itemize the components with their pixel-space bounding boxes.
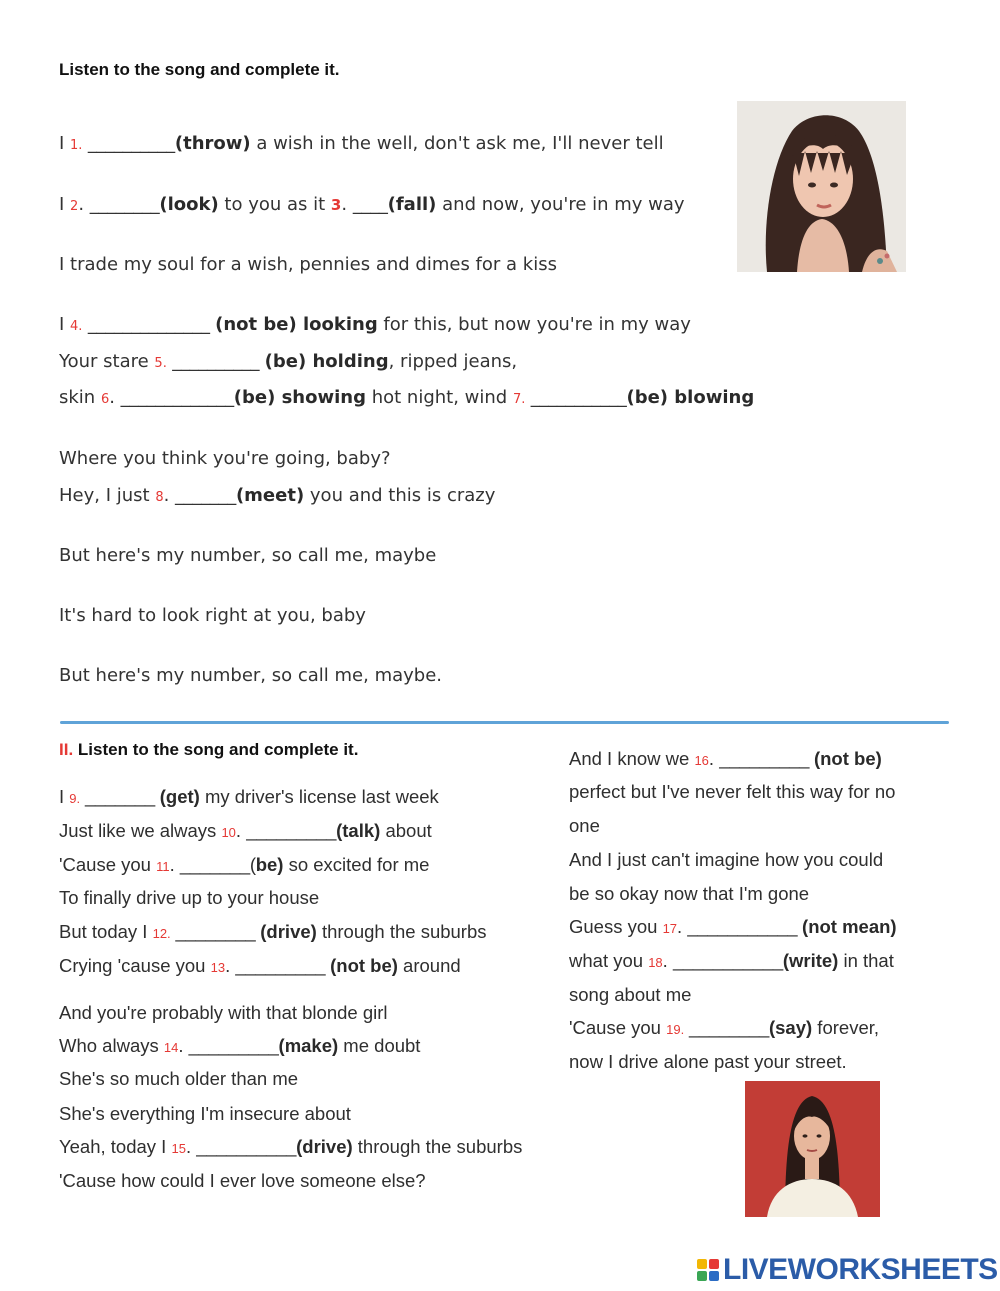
blank-5[interactable]: __________ [166, 351, 265, 372]
section-divider [60, 721, 949, 724]
liveworksheets-logo [697, 1253, 998, 1287]
part2-left-line-3: 'Cause you 11. _______(be) so excited for me [59, 854, 430, 875]
part2-left-line-5: But today I 12. ________ (drive) through the suburbs [59, 921, 487, 942]
part2-left-line-6: Crying 'cause you 13. _________ (not be) around [59, 955, 461, 976]
blank-19[interactable]: ________ [684, 1017, 769, 1038]
part2-right-line-7: what you 18. ___________(write) in that [569, 950, 894, 971]
blank-2[interactable]: ________ [89, 194, 160, 215]
lyric-line-2: I 2. ________(look) to you as it 3. ____(fall) and now, you're in my way [59, 194, 685, 215]
lyric-line-6: skin 6. _____________(be) showing hot night, wind 7. ___________(be) blowing [59, 387, 755, 408]
blank-7[interactable]: ___________ [525, 387, 627, 408]
blank-17[interactable]: ___________ [687, 916, 803, 937]
lyric-line-3: I trade my soul for a wish, pennies and dimes for a kiss [59, 254, 557, 275]
part2-left-line-7: And you're probably with that blonde girl [59, 1002, 388, 1023]
part2-left-line-4: To finally drive up to your house [59, 887, 320, 908]
lyric-line-5: Your stare 5. __________ (be) holding, ripped jeans, [59, 351, 518, 372]
lyric-line-4: I 4. ______________ (not be) looking for this, but now you're in my way [59, 314, 691, 335]
part2-title: II. Listen to the song and complete it. [59, 740, 359, 759]
part2-left-line-11: Yeah, today I 15. __________(drive) through the suburbs [59, 1136, 523, 1157]
part2-left-line-10: She's everything I'm insecure about [59, 1103, 351, 1124]
part2-right-line-8: song about me [569, 984, 692, 1005]
blank-6[interactable]: _____________ [120, 387, 234, 408]
part2-right-line-2: perfect but I've never felt this way for no [569, 781, 896, 802]
part2-right-line-6: Guess you 17. ___________ (not mean) [569, 916, 897, 937]
blank-11[interactable]: _______( [179, 854, 256, 875]
lyric-line-1: I 1. __________(throw) a wish in the well, don't ask me, I'll never tell [59, 133, 664, 154]
blank-15[interactable]: __________ [196, 1136, 297, 1157]
lyric-line-7: Where you think you're going, baby? [59, 448, 391, 469]
singer-photo-1 [737, 101, 906, 272]
part2-left-line-12: 'Cause how could I ever love someone else? [59, 1170, 426, 1191]
part2-right-line-3: one [569, 815, 600, 836]
part2-left-line-8: Who always 14. _________(make) me doubt [59, 1035, 421, 1056]
blank-1[interactable]: __________ [82, 133, 175, 154]
logo-blocks-icon [697, 1259, 719, 1281]
part2-right-line-10: now I drive alone past your street. [569, 1051, 847, 1072]
blank-13[interactable]: _________ [235, 955, 331, 976]
part2-right-line-5: be so okay now that I'm gone [569, 883, 810, 904]
singer-photo-2 [745, 1081, 880, 1217]
logo-text: LIVEWORKSHEETS [723, 1253, 998, 1286]
blank-8[interactable]: _______ [175, 485, 236, 506]
blank-16[interactable]: _________ [719, 748, 814, 769]
part2-left-line-9: She's so much older than me [59, 1068, 299, 1089]
lyric-line-9: But here's my number, so call me, maybe [59, 545, 437, 566]
blank-10[interactable]: _________ [246, 820, 337, 841]
lyric-line-11: But here's my number, so call me, maybe. [59, 665, 443, 686]
blank-18[interactable]: ___________ [672, 950, 783, 971]
blank-9[interactable]: _______ [80, 786, 160, 807]
blank-4[interactable]: ______________ [82, 314, 216, 335]
lyric-line-10: It's hard to look right at you, baby [59, 605, 366, 626]
part2-right-line-9: 'Cause you 19. ________(say) forever, [569, 1017, 880, 1038]
lyric-line-8: Hey, I just 8. _______(meet) you and this is crazy [59, 485, 496, 506]
part1-title: Listen to the song and complete it. [59, 60, 340, 79]
blank-3[interactable]: ____ [352, 194, 388, 215]
blank-14[interactable]: _________ [188, 1035, 279, 1056]
part2-left-line-2: Just like we always 10. _________(talk) about [59, 820, 432, 841]
part2-left-line-1: I 9. _______ (get) my driver's license last week [59, 786, 439, 807]
blank-12[interactable]: ________ [170, 921, 261, 942]
part2-right-line-1: And I know we 16. _________ (not be) [569, 748, 882, 769]
part2-right-line-4: And I just can't imagine how you could [569, 849, 884, 870]
